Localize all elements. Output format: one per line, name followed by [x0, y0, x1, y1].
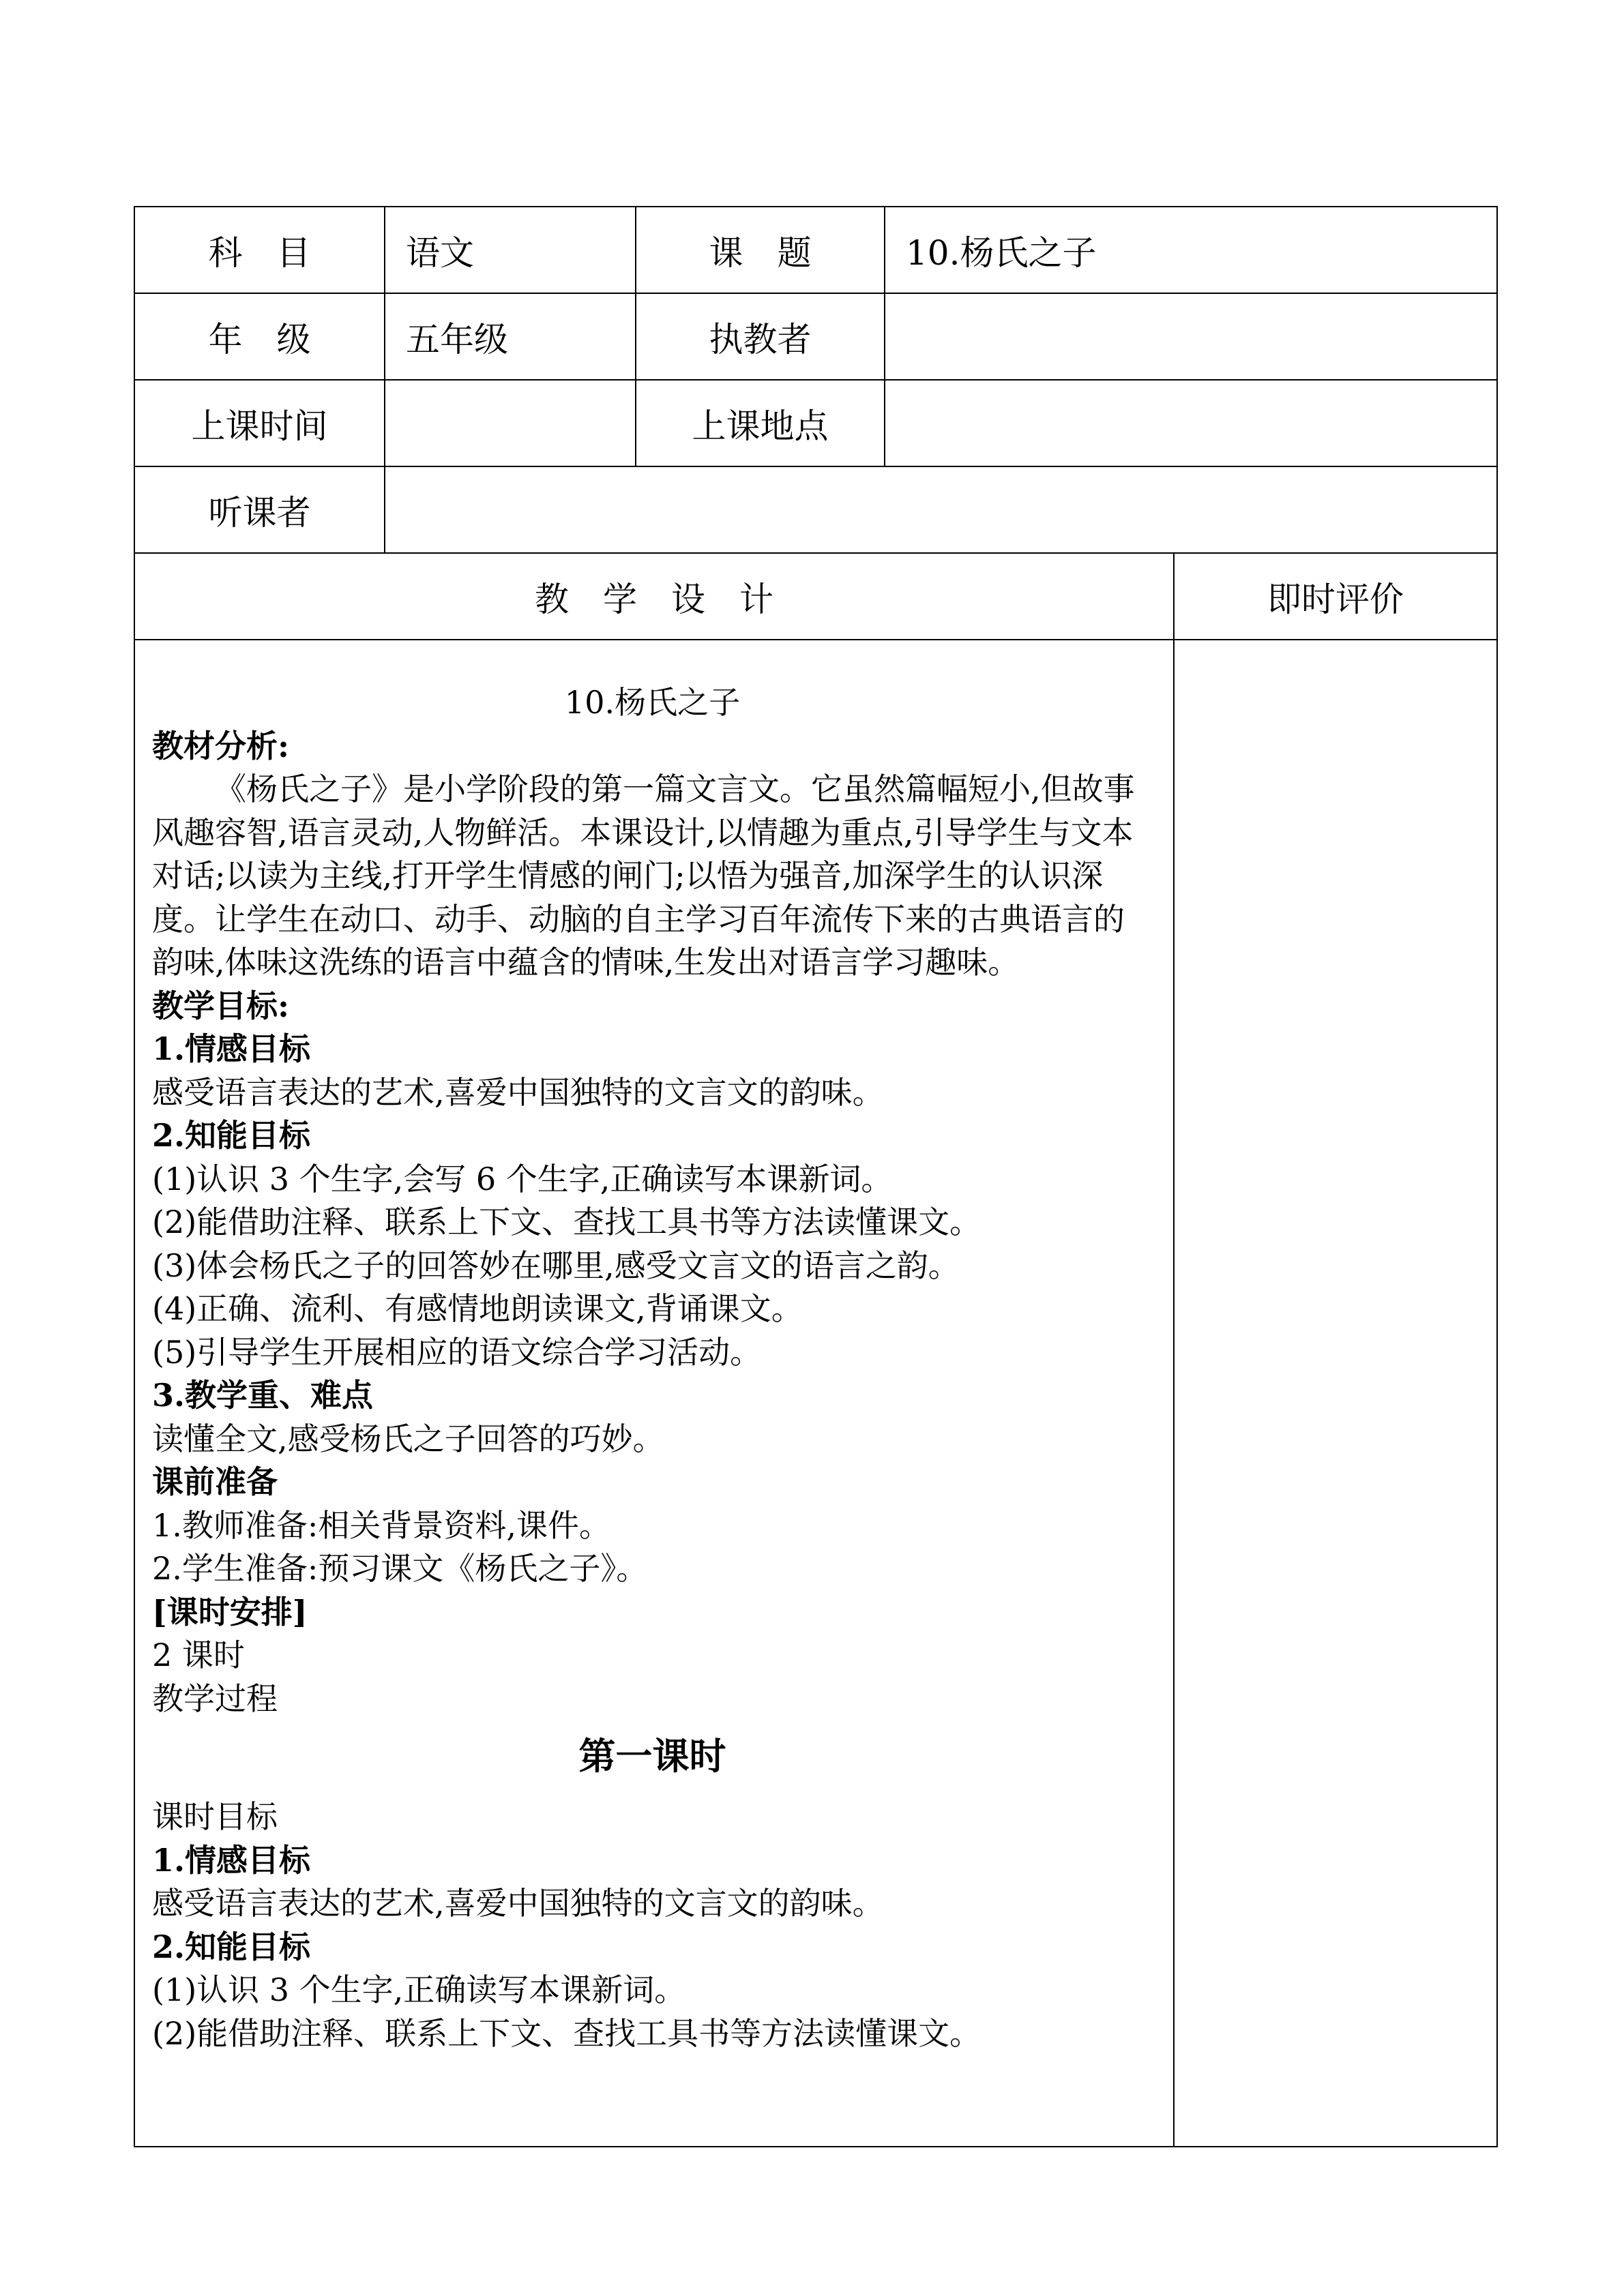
topic-label: 课 题 [636, 207, 885, 293]
subject-value: 语文 [385, 207, 636, 293]
lesson1-skill-item: (1)认识 3 个生字,正确读写本课新词。 [152, 1971, 686, 2008]
teacher-label: 执教者 [636, 293, 885, 380]
evaluation-cell [1174, 640, 1497, 2147]
skill-item: (5)引导学生开展相应的语文综合学习活动。 [152, 1333, 762, 1371]
prep-heading: 课前准备 [152, 1463, 278, 1500]
lesson1-emotion-text: 感受语言表达的艺术,喜爱中国独特的文言文的韵味。 [152, 1885, 884, 1922]
lesson-plan-page [134, 206, 1496, 2147]
skill-item: (4)正确、流利、有感情地朗读课文,背诵课文。 [152, 1290, 803, 1327]
design-content [152, 681, 1153, 2055]
row-time [134, 380, 1497, 466]
skill-heading: 2.知能目标 [152, 1117, 311, 1154]
emotion-heading: 1.情感目标 [152, 1030, 311, 1067]
topic-value: 10.杨氏之子 [885, 207, 1497, 293]
row-grade [134, 293, 1497, 380]
analysis-heading: 教材分析: [152, 727, 289, 764]
teacher-value [885, 293, 1497, 380]
design-label: 教 学 设 计 [134, 553, 1174, 640]
place-label: 上课地点 [636, 380, 885, 466]
key-heading: 3.教学重、难点 [152, 1377, 374, 1414]
lesson1-skill-heading: 2.知能目标 [152, 1928, 311, 1965]
skill-item: (2)能借助注释、联系上下文、查找工具书等方法读懂课文。 [152, 1204, 981, 1240]
skill-item: (3)体会杨氏之子的回答妙在哪里,感受文言文的语言之韵。 [152, 1247, 960, 1284]
prep-item: 2.学生准备:预习课文《杨氏之子》。 [152, 1550, 648, 1587]
time-label: 上课时间 [134, 380, 385, 466]
lesson1-emotion-heading: 1.情感目标 [152, 1841, 311, 1879]
lesson1-skill-item: (2)能借助注释、联系上下文、查找工具书等方法读懂课文。 [152, 2014, 981, 2052]
schedule-heading: [课时安排] [152, 1593, 308, 1630]
content-title: 10.杨氏之子 [564, 684, 741, 721]
listener-value [385, 466, 1497, 553]
row-subject [134, 207, 1497, 293]
design-content-cell [134, 640, 1174, 2147]
listener-label: 听课者 [134, 466, 385, 553]
lesson1-goals: 课时目标 [152, 1798, 278, 1835]
place-value [885, 380, 1497, 466]
row-section-headers [134, 553, 1497, 640]
time-value [385, 380, 636, 466]
row-content [134, 640, 1497, 2147]
subject-label: 科 目 [134, 207, 385, 293]
emotion-text: 感受语言表达的艺术,喜爱中国独特的文言文的韵味。 [152, 1073, 884, 1111]
grade-label: 年 级 [134, 293, 385, 380]
grade-value: 五年级 [385, 293, 636, 380]
key-text: 读懂全文,感受杨氏之子回答的巧妙。 [152, 1420, 664, 1457]
analysis-text: 《杨氏之子》是小学阶段的第一篇文言文。它虽然篇幅短小,但故事风趣容智,语言灵动,人物鲜活。本课设计,以情趣为重点,引导学生与文本对话;以读为主线,打开学生情感的闸门;以悟为强音,加深学生的认识深度。让学生在动口、动手、动脑的自主学习百年流传下来的古典语言的韵味,体味这洗练的语言中蕴含的情味,生发出对语言学习趣味。 [152, 771, 1135, 981]
prep-item: 1.教师准备:相关背景资料,课件。 [152, 1506, 611, 1544]
goals-heading: 教学目标: [152, 987, 289, 1024]
row-listener [134, 466, 1497, 553]
skill-item: (1)认识 3 个生字,会写 6 个生字,正确读写本课新词。 [152, 1160, 893, 1197]
schedule-text: 2 课时 [152, 1637, 245, 1673]
process-text: 教学过程 [152, 1680, 278, 1717]
lesson1-title: 第一课时 [578, 1734, 726, 1778]
evaluation-label: 即时评价 [1174, 553, 1497, 640]
lesson-plan-table [134, 206, 1498, 2147]
